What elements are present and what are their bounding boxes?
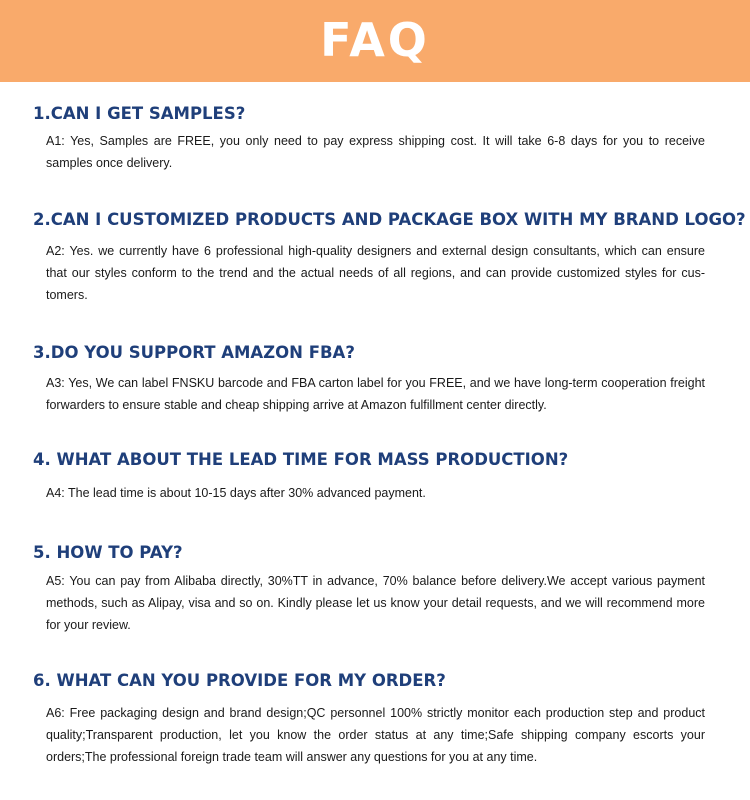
faq-question-5: 5. HOW TO PAY?: [33, 543, 183, 562]
faq-answer-1: A1: Yes, Samples are FREE, you only need to pay express shipping cost. It will take 6-8 days for you to receive samples once delivery.: [46, 134, 705, 170]
faq-question-4: 4. WHAT ABOUT THE LEAD TIME FOR MASS PRODUCTION?: [33, 450, 569, 469]
faq-question-1: 1.CAN I GET SAMPLES?: [33, 104, 246, 123]
faq-question-6: 6. WHAT CAN YOU PROVIDE FOR MY ORDER?: [33, 671, 446, 690]
faq-answer-4: A4: The lead time is about 10-15 days after 30% advanced payment.: [46, 486, 426, 500]
faq-question-3: 3.DO YOU SUPPORT AMAZON FBA?: [33, 343, 355, 362]
header-banner: [0, 0, 750, 82]
faq-answer-2: A2: Yes. we currently have 6 professional high-quality designers and external design consultants, which can ensure that our styles conform to the trend and the actual needs of all regions, and can provide customized styles for cus-tomers.: [46, 244, 705, 302]
page-title: FAQ: [320, 13, 430, 67]
faq-answer-6: A6: Free packaging design and brand design;QC personnel 100% strictly monitor each production step and product quality;Transparent production, let you know the order status at any time;Safe shipping company escorts your orders;The professional foreign trade team will answer any questions for you at any time.: [46, 706, 705, 764]
faq-answer-5: A5: You can pay from Alibaba directly, 30%TT in advance, 70% balance before delivery.We accept various payment methods, such as Alipay, visa and so on. Kindly please let us know your detail requests, and we will recommend more for your review.: [46, 574, 705, 632]
faq-question-2: 2.CAN I CUSTOMIZED PRODUCTS AND PACKAGE BOX WITH MY BRAND LOGO?: [33, 210, 746, 229]
faq-answer-3: A3: Yes, We can label FNSKU barcode and FBA carton label for you FREE, and we have long-term cooperation freight forwarders to ensure stable and cheap shipping arrive at Amazon fulfillment center directly.: [46, 376, 705, 412]
